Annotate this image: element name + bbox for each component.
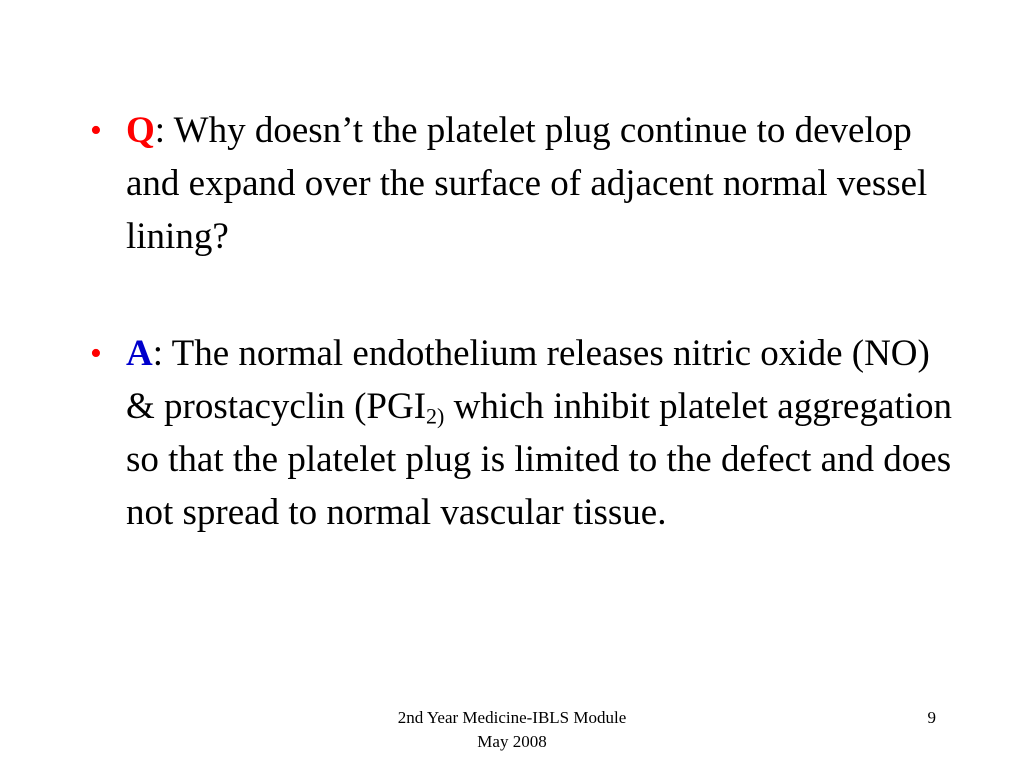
answer-text-after: which inhibit platelet aggregation so that the platelet plug is limited to the defect and does not spread to normal vascular tissue. (126, 386, 952, 533)
page-number: 9 (927, 708, 936, 727)
bullet-dot-icon: • (90, 335, 102, 372)
footer-module: 2nd Year Medicine-IBLS Module (397, 708, 627, 727)
footer-date: May 2008 (477, 732, 547, 751)
question-text: : Why doesn’t the platelet plug continue to develop and expand over the surface of adjacent normal vessel lining? (126, 110, 928, 257)
bullet-list (90, 104, 960, 539)
bullet-dot-icon: • (90, 112, 102, 149)
question-bullet (90, 104, 960, 263)
answer-bullet (90, 327, 960, 539)
answer-label: A (126, 333, 153, 374)
answer-subscript: 2) (426, 403, 445, 429)
question-label: Q (126, 110, 155, 151)
answer-text-before: : The normal endothelium releases nitric oxide (NO) & prostacyclin (PGI (126, 333, 930, 427)
footer-text (0, 706, 1024, 754)
